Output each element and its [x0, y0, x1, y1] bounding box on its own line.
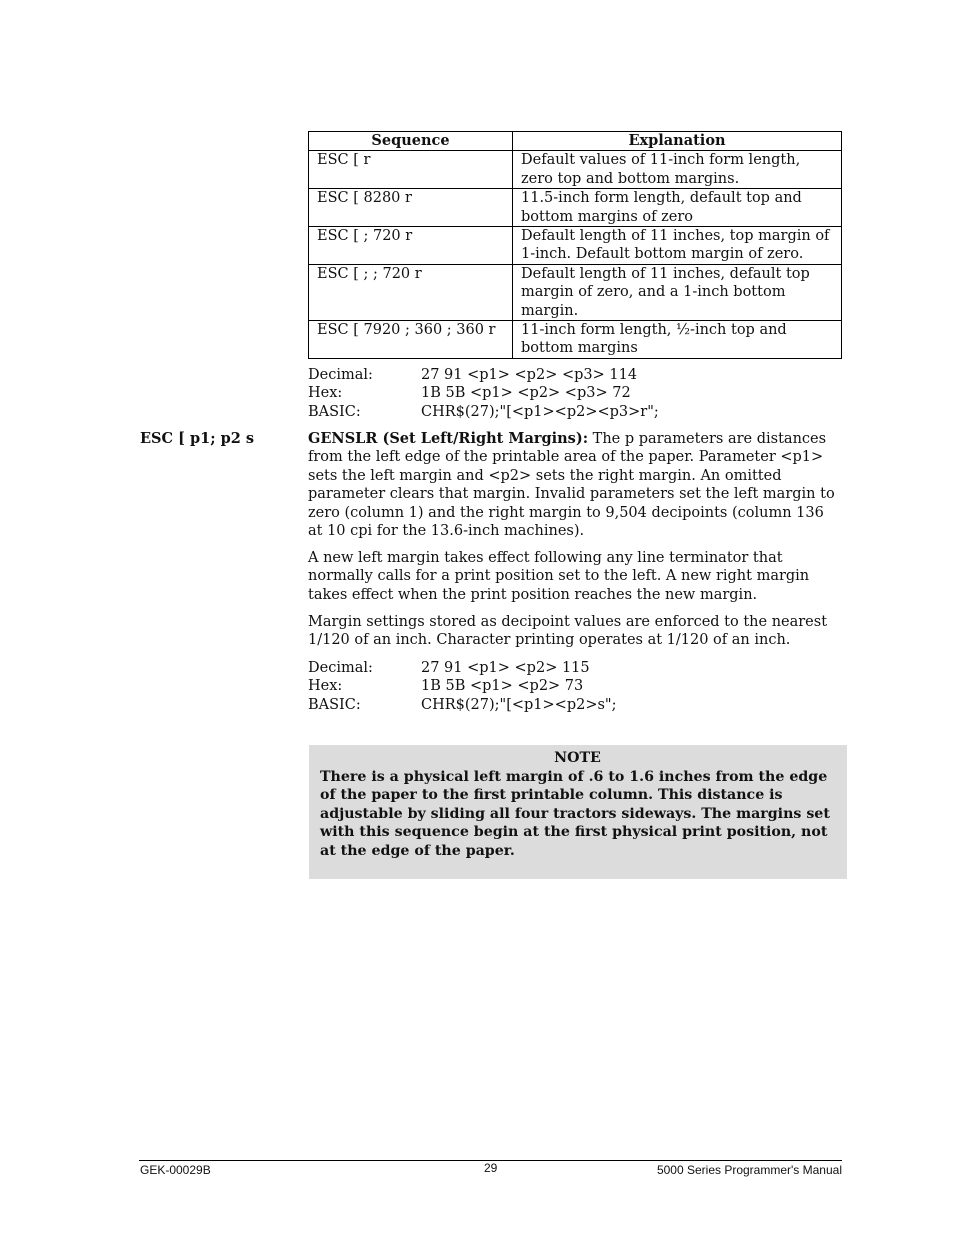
table-row	[309, 189, 842, 227]
hex-row	[308, 384, 659, 402]
note-box	[309, 745, 847, 879]
basic-label: BASIC:	[308, 696, 361, 713]
footer-manual-title: 5000 Series Programmer's Manual	[656, 1163, 842, 1177]
sequence-table	[308, 131, 842, 359]
decimal-value: 27 91 <p1> <p2> <p3> 114	[421, 367, 638, 383]
sequence-cell: ESC [ ; ; 720 r	[309, 264, 513, 320]
hex-value: 1B 5B <p1> <p2> 73	[421, 678, 584, 695]
sequence-cell: ESC [ ; 720 r	[309, 227, 513, 265]
hex-row	[308, 677, 616, 695]
decimal-row	[308, 366, 659, 384]
sequence-cell: ESC [ 8280 r	[309, 189, 513, 227]
explanation-cell: 11.5-inch form length, default top and bottom margins of zero	[513, 189, 842, 227]
note-title: NOTE	[554, 750, 601, 766]
decimal-row	[308, 659, 616, 677]
basic-value: CHR$(27);"[<p1><p2><p3>r";	[421, 403, 659, 420]
left-margin-paragraph: A new left margin takes effect following any line terminator that normally calls for a print position set to the left. A new right margin takes effect when the print position reaches the new margin.	[308, 550, 810, 603]
basic-row	[308, 696, 616, 714]
genslr-paragraph	[308, 430, 842, 540]
decimal-label: Decimal:	[308, 660, 373, 676]
command-label: ESC [ p1; p2 s	[140, 430, 255, 447]
code-block-s	[308, 659, 616, 714]
header-explanation: Explanation	[513, 132, 842, 151]
basic-value: CHR$(27);"[<p1><p2>s";	[421, 696, 617, 713]
basic-label: BASIC:	[308, 403, 361, 420]
footer-doc-id: GEK-00029B	[140, 1163, 211, 1177]
hex-value: 1B 5B <p1> <p2> <p3> 72	[421, 385, 631, 402]
table-header-row	[309, 132, 842, 151]
explanation-cell: Default length of 11 inches, default top margin of zero, and a 1-inch bottom margin.	[513, 264, 842, 320]
table-row	[309, 227, 842, 265]
table-row	[309, 264, 842, 320]
genslr-text: The p parameters are distances from the left edge of the printable area of the paper. Parameter <p1> sets the left margin and <p2> sets the right margin. An omitted parameter clears that margin. Invalid parameters set the left margin to zero (column 1) and the right margin to 9,504 decipoints (column 136 at 10 cpi for the 13.6-inch machines).	[308, 431, 835, 540]
basic-row	[308, 403, 659, 421]
decipoint-paragraph: Margin settings stored as decipoint values are enforced to the nearest 1/120 of an inch. Character printing operates at 1/120 of an inch.	[308, 614, 828, 649]
code-block-r	[308, 366, 659, 421]
decimal-value: 27 91 <p1> <p2> 115	[421, 660, 590, 676]
explanation-cell: Default length of 11 inches, top margin of 1-inch. Default bottom margin of zero.	[513, 227, 842, 265]
table-row	[309, 321, 842, 359]
table-row	[309, 151, 842, 189]
header-sequence: Sequence	[309, 132, 513, 151]
hex-label: Hex:	[308, 385, 343, 402]
footer-page-number: 29	[484, 1161, 498, 1175]
decimal-label: Decimal:	[308, 367, 373, 383]
explanation-cell: 11-inch form length, ½-inch top and bottom margins	[513, 321, 842, 359]
explanation-cell: Default values of 11-inch form length, zero top and bottom margins.	[513, 151, 842, 189]
genslr-heading: GENSLR (Set Left/Right Margins):	[308, 430, 589, 447]
sequence-cell: ESC [ 7920 ; 360 ; 360 r	[309, 321, 513, 359]
sequence-cell: ESC [ r	[309, 151, 513, 189]
hex-label: Hex:	[308, 678, 343, 695]
note-text: There is a physical left margin of .6 to 1.6 inches from the edge of the paper to the first printable column. This distance is adjustable by sliding all four tractors sideways. The margins set with this sequence begin at the first physical print position, not at the edge of the paper.	[320, 768, 830, 859]
